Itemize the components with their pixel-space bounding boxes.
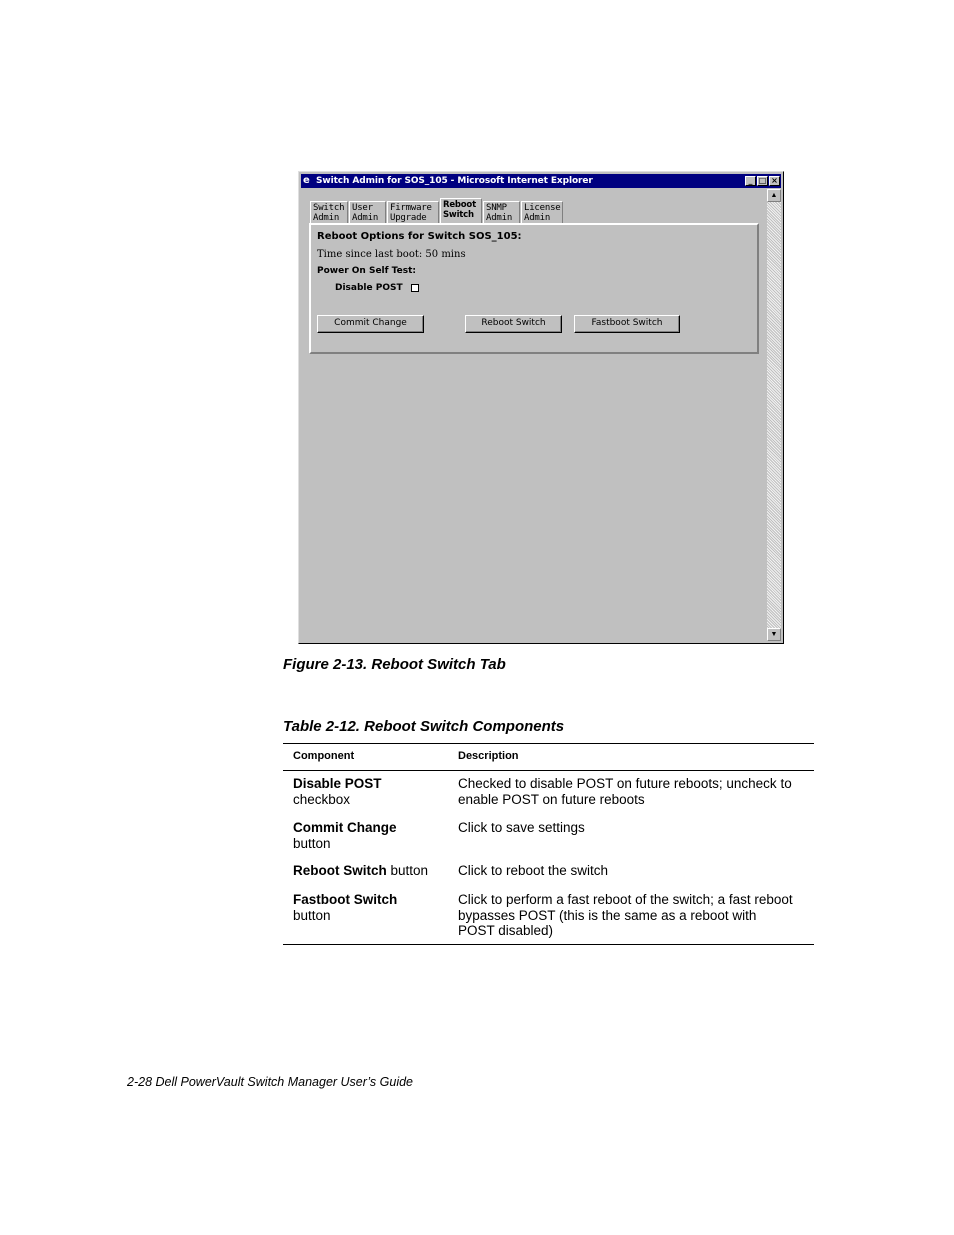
component-description: Click to save settings bbox=[458, 820, 585, 835]
tab-snmp-admin[interactable]: SNMP Admin bbox=[483, 201, 520, 223]
fastboot-switch-button[interactable]: Fastboot Switch bbox=[574, 315, 680, 333]
tab-license-admin[interactable]: License Admin bbox=[521, 201, 563, 223]
tab-switch-admin[interactable]: Switch Admin bbox=[310, 201, 348, 223]
component-name: Reboot Switch bbox=[293, 863, 387, 878]
table-bottom-rule bbox=[283, 944, 814, 945]
table-caption: Table 2-12. Reboot Switch Components bbox=[283, 718, 565, 735]
component-type: checkbox bbox=[293, 791, 351, 807]
reboot-switch-button[interactable]: Reboot Switch bbox=[465, 315, 562, 333]
tab-firmware-upgrade[interactable]: Firmware Upgrade bbox=[387, 201, 439, 223]
page-footer: 2-28 Dell PowerVault Switch Manager User’s Guide bbox=[127, 1075, 414, 1089]
tab-reboot-switch[interactable]: Reboot Switch bbox=[440, 198, 482, 223]
title-bar[interactable] bbox=[301, 174, 781, 188]
component-description: Click to perform a fast reboot of the switch; a fast reboot bypasses POST (this is the same as a reboot with POST disabled) bbox=[458, 892, 793, 938]
component-type: button bbox=[293, 907, 331, 923]
commit-change-button[interactable]: Commit Change bbox=[317, 315, 424, 333]
disable-post-row bbox=[335, 283, 419, 293]
table-header-rule bbox=[283, 770, 814, 771]
component-name: Commit Change bbox=[293, 820, 397, 835]
component-name: Fastboot Switch bbox=[293, 892, 398, 907]
maximize-icon[interactable]: □ bbox=[758, 176, 767, 185]
table-row bbox=[293, 776, 448, 807]
time-since-boot: Time since last boot: 50 mins bbox=[317, 249, 466, 260]
table-header-component: Component bbox=[293, 750, 355, 762]
component-description: Checked to disable POST on future reboots; uncheck to enable POST on future reboots bbox=[458, 776, 792, 807]
browser-window bbox=[298, 171, 784, 644]
disable-post-checkbox[interactable] bbox=[411, 284, 419, 292]
component-description: Click to reboot the switch bbox=[458, 863, 609, 878]
disable-post-label: Disable POST bbox=[335, 283, 403, 293]
table-top-rule bbox=[283, 743, 814, 744]
component-name: Disable POST bbox=[293, 776, 382, 791]
table-row bbox=[293, 892, 448, 923]
panel-heading: Reboot Options for Switch SOS_105: bbox=[317, 231, 522, 242]
table-row bbox=[293, 820, 448, 851]
window-title: Switch Admin for SOS_105 - Microsoft Internet Explorer bbox=[316, 176, 593, 186]
reboot-options-panel bbox=[309, 223, 759, 354]
table-header-description: Description bbox=[458, 750, 519, 762]
tab-user-admin[interactable]: User Admin bbox=[349, 201, 386, 223]
minimize-icon[interactable]: _ bbox=[745, 176, 756, 186]
internet-explorer-icon: e bbox=[303, 175, 310, 186]
figure-caption: Figure 2-13. Reboot Switch Tab bbox=[283, 656, 506, 673]
close-icon[interactable]: × bbox=[769, 176, 780, 186]
component-type: button bbox=[390, 863, 429, 878]
table-row bbox=[293, 863, 453, 879]
post-label: Power On Self Test: bbox=[317, 266, 416, 276]
scroll-up-icon[interactable]: ▲ bbox=[767, 189, 781, 202]
vertical-scrollbar[interactable] bbox=[767, 189, 781, 641]
component-type: button bbox=[293, 835, 331, 851]
scroll-down-icon[interactable]: ▼ bbox=[767, 628, 781, 641]
